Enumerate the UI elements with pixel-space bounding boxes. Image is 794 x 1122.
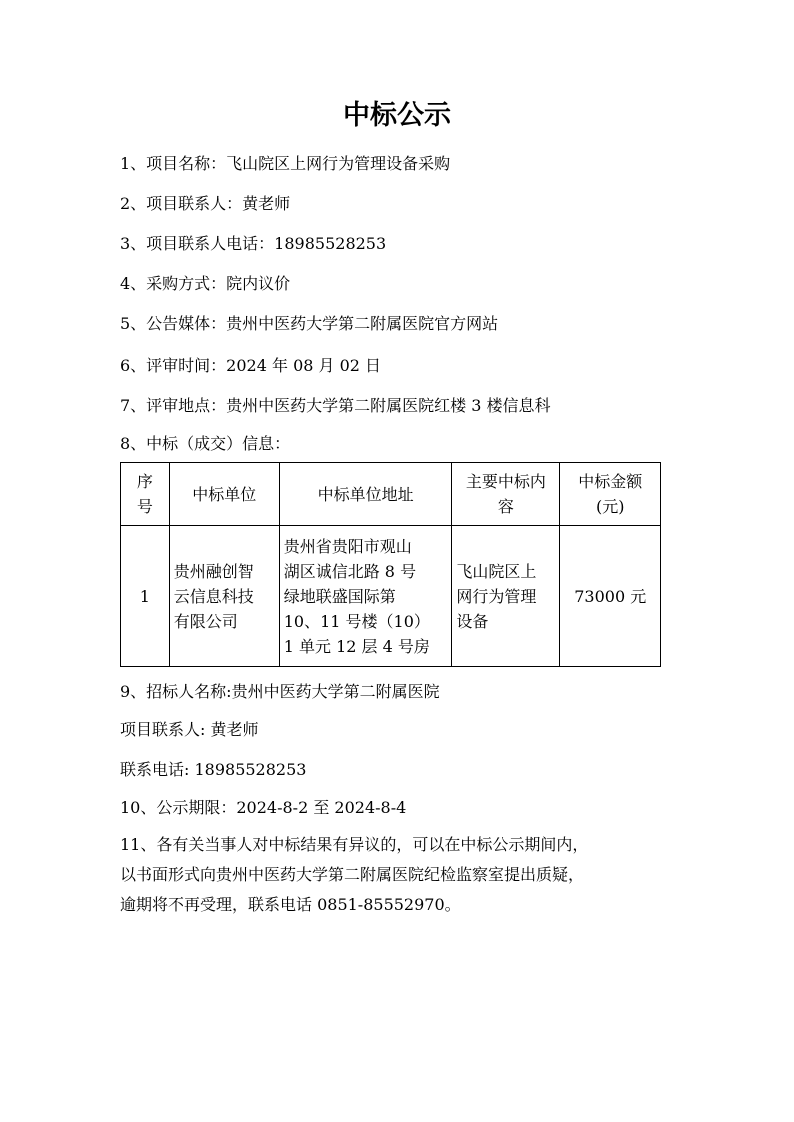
header-amount [560,463,661,526]
tenderer-phone: 联系电话: 18985528253 [120,760,307,779]
table-row [121,526,661,667]
cell-address-line: 湖区诚信北路 8 号 [283,561,417,581]
header-serial [121,463,170,526]
tenderer-contact: 项目联系人: 黄老师 [120,720,259,739]
project-name: 1、项目名称：飞山院区上网行为管理设备采购 [120,154,451,173]
header-address [279,463,452,526]
header-winner [169,463,279,526]
cell-winner [169,526,279,667]
cell-winner-line: 云信息科技 [173,586,254,606]
objection-paragraph [120,830,664,920]
procurement-method: 4、采购方式：院内议价 [120,274,291,293]
cell-winner-line: 贵州融创智 [173,561,254,581]
award-table [120,462,661,667]
cell-amount: 73000 元 [560,526,661,667]
header-content [452,463,560,526]
header-content-line: 主要中标内 [465,472,546,491]
project-phone: 3、项目联系人电话：18985528253 [120,234,387,253]
header-serial-line: 号 [136,497,153,516]
tenderer-name: 9、招标人名称:贵州中医药大学第二附属医院 [120,682,440,701]
announcement-media: 5、公告媒体：贵州中医药大学第二附属医院官方网站 [120,314,499,333]
objection-line: 逾期将不再受理，联系电话 0851-85552970。 [120,895,461,914]
cell-address [279,526,452,667]
objection-line: 以书面形式向贵州中医药大学第二附属医院纪检监察室提出质疑， [120,865,585,884]
page-title: 中标公示 [343,100,451,131]
cell-winner-line: 有限公司 [173,611,238,631]
cell-serial: 1 [121,526,170,667]
project-contact: 2、项目联系人：黄老师 [120,194,291,213]
cell-content [452,526,560,667]
cell-content-line: 设备 [456,611,489,631]
publicity-period: 10、公示期限：2024-8-2 至 2024-8-4 [120,798,407,817]
cell-address-line: 1 单元 12 层 4 号房 [283,636,430,656]
review-place: 7、评审地点：贵州中医药大学第二附属医院红楼 3 楼信息科 [120,396,551,415]
cell-content-line: 网行为管理 [456,586,537,606]
cell-content-line: 飞山院区上 [456,561,537,581]
header-serial-line: 序 [136,472,153,491]
cell-address-line: 贵州省贵阳市观山 [283,536,412,556]
cell-address-line: 绿地联盛国际第 [283,586,396,606]
header-amount-line: 中标金额 [578,472,643,491]
award-info-heading: 8、中标（成交）信息： [120,434,291,453]
review-time: 6、评审时间：2024 年 08 月 02 日 [120,356,382,375]
objection-line: 11、各有关当事人对中标结果有异议的，可以在中标公示期间内， [120,835,589,854]
header-winner-line: 中标单位 [192,484,257,504]
cell-address-line: 10、11 号楼（10） [283,611,430,631]
table-header-row [121,463,661,526]
header-content-line: 容 [497,497,514,516]
header-amount-line: (元) [595,497,625,516]
header-address-line: 中标单位地址 [317,484,414,504]
